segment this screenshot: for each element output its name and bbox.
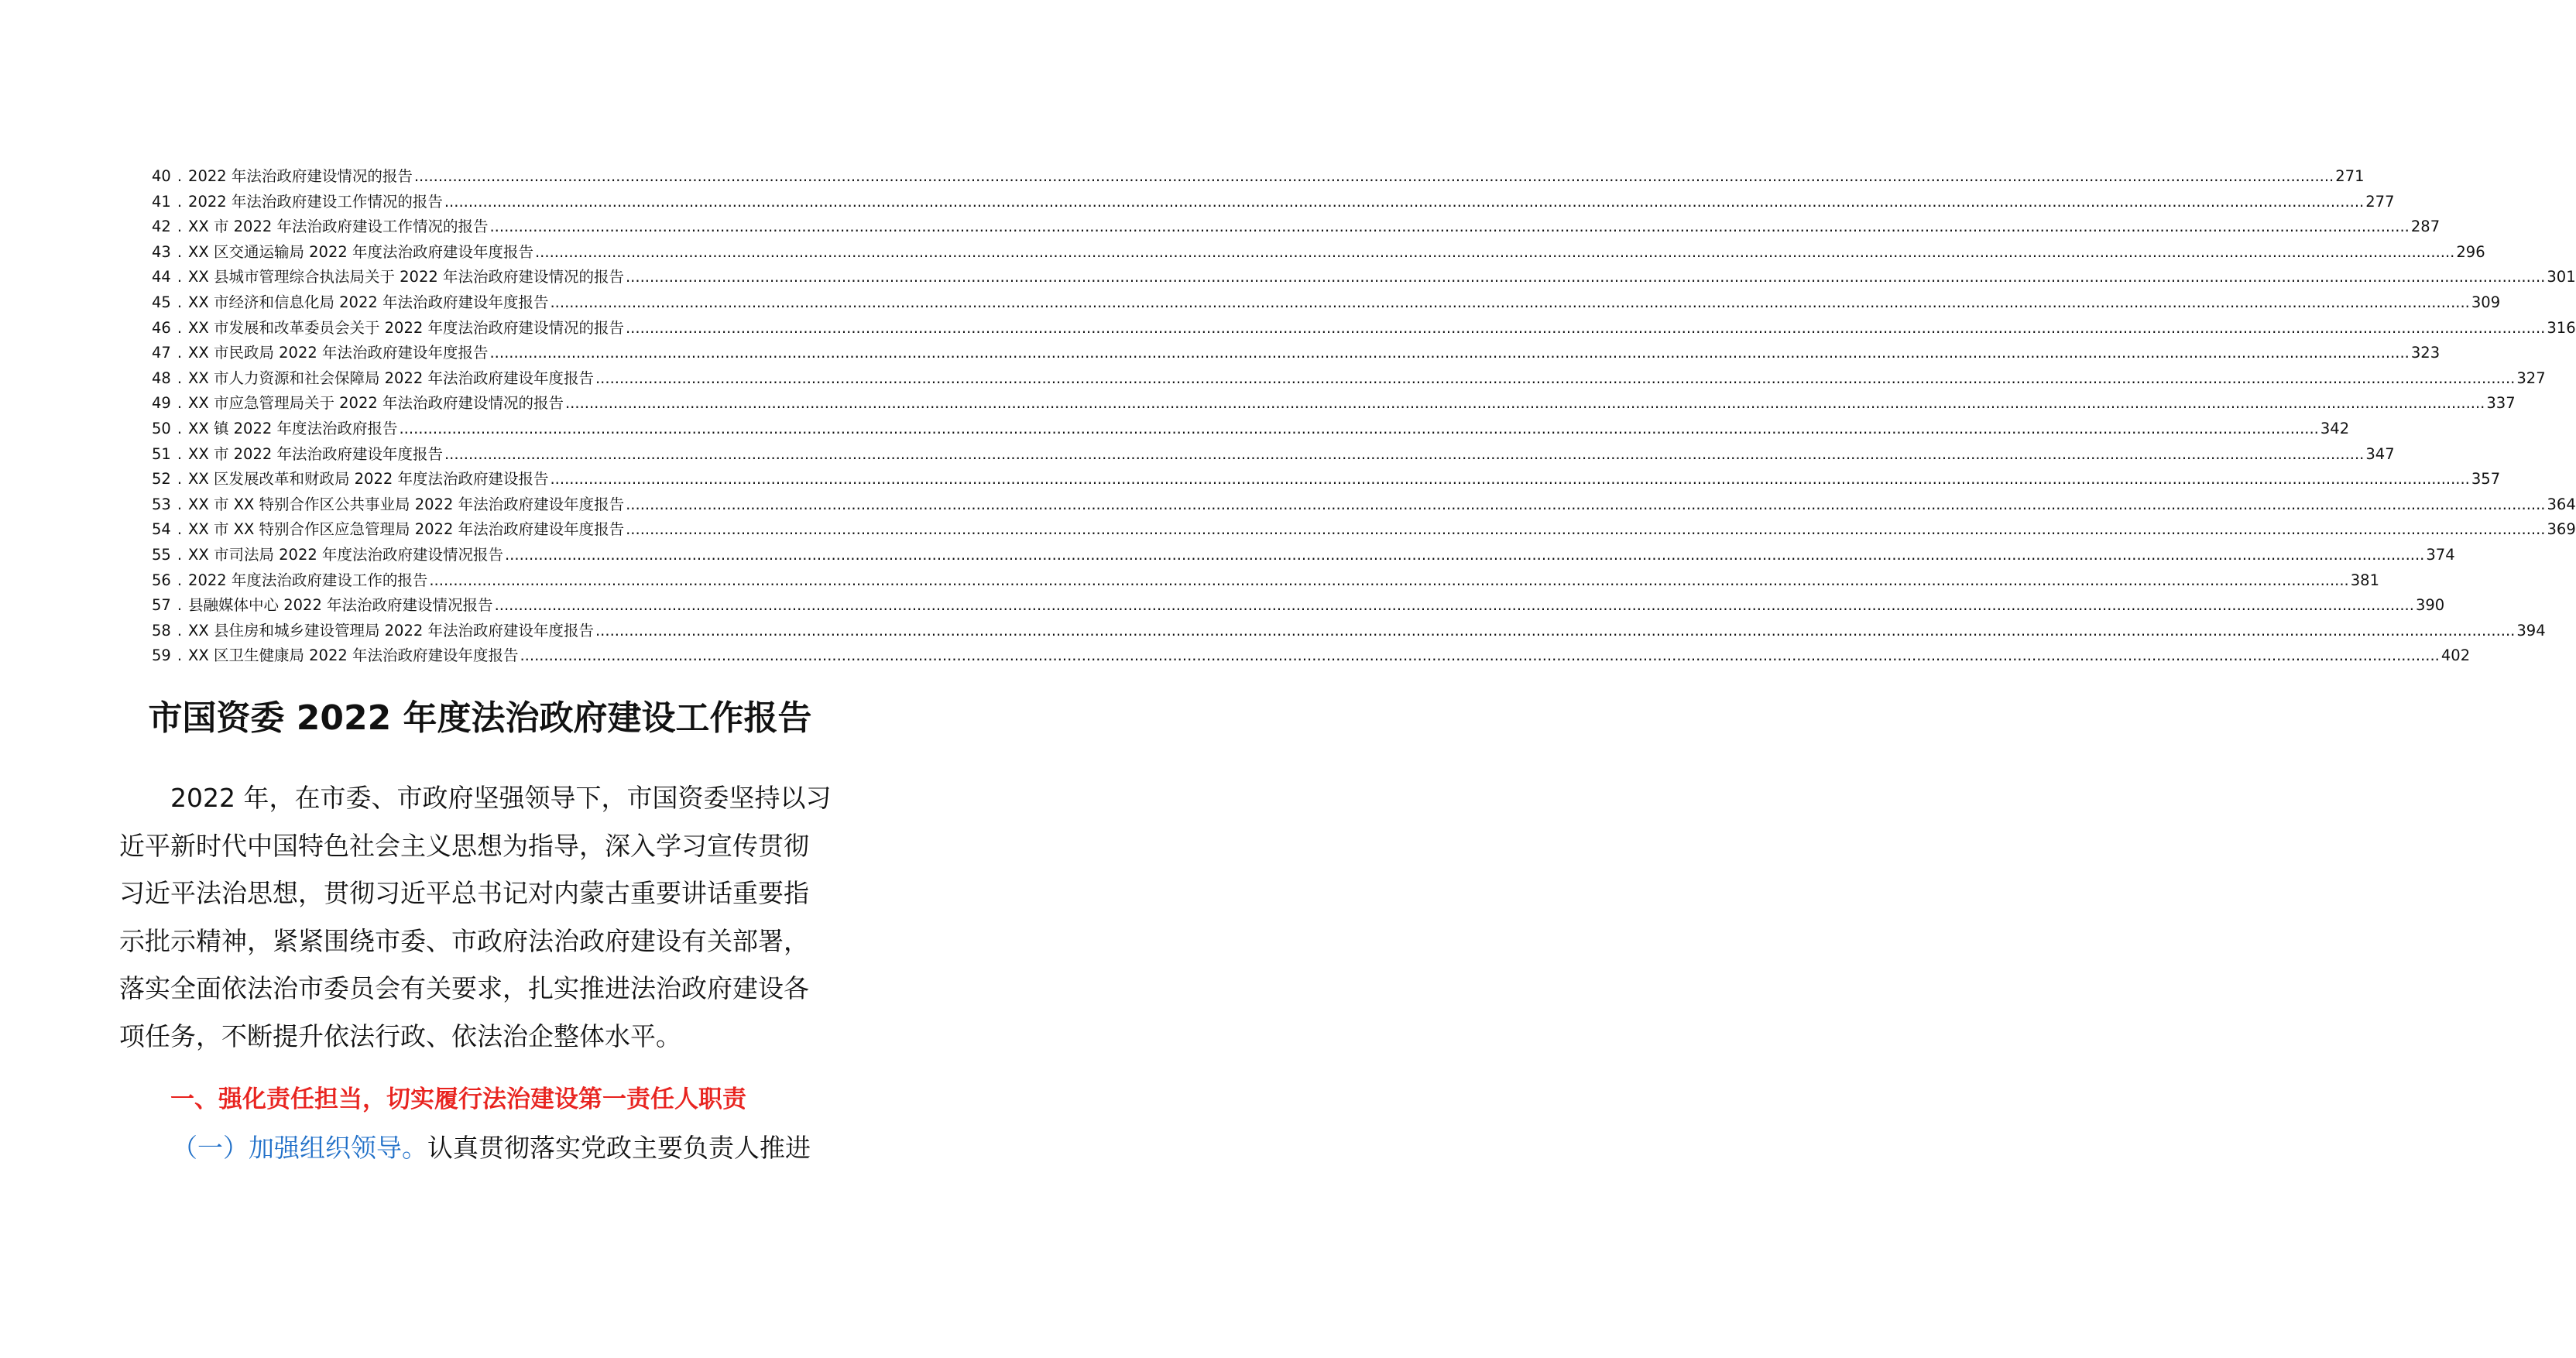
toc-entry-number: 43 [152, 242, 171, 261]
toc-entry-separator: . [177, 495, 183, 513]
toc-entry-separator: . [177, 545, 183, 564]
toc-entry[interactable] [152, 164, 2365, 190]
toc-leader-dots: ................................................................................................................................................................................................................................................................................................................................................................................................................ [595, 621, 2516, 640]
toc-entry-number: 45 [152, 293, 171, 311]
toc-leader-dots: ................................................................................................................................................................................................................................................................................................................................................................................................................ [625, 318, 2546, 337]
toc-leader-dots: ................................................................................................................................................................................................................................................................................................................................................................................................................ [550, 293, 2470, 311]
toc-entry-number: 52 [152, 470, 171, 489]
toc-leader-dots: ................................................................................................................................................................................................................................................................................................................................................................................................................ [399, 419, 2319, 437]
toc-entry[interactable] [152, 417, 2350, 442]
toc-entry-separator: . [177, 268, 183, 286]
toc-entry-separator: . [177, 444, 183, 463]
section-heading: 一、强化责任担当，切实履行法治建设第一责任人职责 [170, 1085, 746, 1113]
toc-entry-number: 58 [152, 621, 171, 640]
toc-leader-dots: ................................................................................................................................................................................................................................................................................................................................................................................................................ [564, 394, 2485, 413]
toc-entry-title: 2022 年度法治政府建设工作的报告 [188, 571, 428, 589]
toc-entry-page: 357 [2471, 470, 2501, 489]
toc-leader-dots: ................................................................................................................................................................................................................................................................................................................................................................................................................ [520, 646, 2440, 665]
toc-entry-title: XX 镇 2022 年度法治政府报告 [188, 419, 398, 437]
toc-entry[interactable] [152, 190, 2395, 215]
toc-entry-number: 42 [152, 218, 171, 236]
toc-entry[interactable] [152, 341, 2441, 366]
toc-entry-page: 369 [2547, 520, 2576, 539]
paragraph-line: 2022 年，在市委、市政府坚强领导下，市国资委坚持以习 [170, 783, 832, 813]
toc-entry-number: 41 [152, 192, 171, 211]
toc-entry-title: 县融媒体中心 2022 年法治政府建设情况报告 [188, 596, 493, 615]
toc-entry-number: 48 [152, 369, 171, 387]
toc-entry-page: 316 [2547, 318, 2576, 337]
paragraph-line: 项任务，不断提升依法行政、依法治企整体水平。 [119, 1020, 681, 1051]
toc-entry-separator: . [177, 394, 183, 413]
toc-leader-dots: ................................................................................................................................................................................................................................................................................................................................................................................................................ [444, 192, 2365, 211]
toc-entry-page: 271 [2335, 167, 2365, 185]
toc-entry-separator: . [177, 167, 183, 185]
toc-entry-separator: . [177, 596, 183, 615]
toc-entry[interactable] [152, 391, 2516, 417]
toc-entry-page: 323 [2410, 344, 2441, 362]
table-of-contents [152, 164, 2576, 669]
toc-leader-dots: ................................................................................................................................................................................................................................................................................................................................................................................................................ [626, 520, 2546, 539]
toc-entry[interactable] [152, 492, 2576, 518]
subsection-label: （一）加强组织领导。 [172, 1133, 427, 1163]
toc-entry-title: 2022 年法治政府建设工作情况的报告 [188, 192, 443, 211]
toc-entry[interactable] [152, 543, 2455, 568]
toc-entry-page: 327 [2516, 369, 2546, 387]
subsection-paragraph [172, 1129, 811, 1168]
toc-entry-page: 337 [2486, 394, 2516, 413]
toc-entry-title: XX 市经济和信息化局 2022 年法治政府建设年度报告 [188, 293, 549, 311]
toc-entry-separator: . [177, 470, 183, 489]
toc-entry-number: 56 [152, 571, 171, 589]
toc-leader-dots: ................................................................................................................................................................................................................................................................................................................................................................................................................ [550, 470, 2470, 489]
toc-entry[interactable] [152, 593, 2445, 619]
toc-entry-separator: . [177, 218, 183, 236]
toc-entry-page: 347 [2365, 444, 2395, 463]
toc-entry[interactable] [152, 290, 2501, 316]
toc-entry-separator: . [177, 242, 183, 261]
toc-entry[interactable] [152, 316, 2576, 341]
toc-entry-title: XX 县住房和城乡建设管理局 2022 年法治政府建设年度报告 [188, 621, 594, 640]
toc-entry-number: 49 [152, 394, 171, 413]
toc-entry-title: XX 市 XX 特别合作区应急管理局 2022 年法治政府建设年度报告 [188, 520, 625, 539]
toc-entry-page: 390 [2415, 596, 2445, 615]
toc-entry-number: 53 [152, 495, 171, 513]
toc-entry-number: 55 [152, 545, 171, 564]
toc-entry[interactable] [152, 442, 2395, 468]
toc-entry-title: XX 市 2022 年法治政府建设年度报告 [188, 444, 443, 463]
paragraph-line: 近平新时代中国特色社会主义思想为指导，深入学习宣传贯彻 [119, 830, 809, 861]
toc-entry-number: 44 [152, 268, 171, 286]
toc-entry-title: XX 市 2022 年法治政府建设工作情况的报告 [188, 218, 489, 236]
toc-entry-separator: . [177, 192, 183, 211]
toc-leader-dots: ................................................................................................................................................................................................................................................................................................................................................................................................................ [534, 242, 2455, 261]
toc-entry-number: 46 [152, 318, 171, 337]
toc-entry-page: 402 [2441, 646, 2471, 665]
toc-leader-dots: ................................................................................................................................................................................................................................................................................................................................................................................................................ [489, 344, 2410, 362]
toc-entry[interactable] [152, 265, 2576, 290]
paragraph-line: 习近平法治思想，贯彻习近平总书记对内蒙古重要讲话重要指 [119, 878, 809, 908]
toc-leader-dots: ................................................................................................................................................................................................................................................................................................................................................................................................................ [504, 545, 2425, 564]
toc-entry-title: XX 区发展改革和财政局 2022 年度法治政府建设报告 [188, 470, 549, 489]
toc-entry-separator: . [177, 293, 183, 311]
paragraph-line: 落实全面依法治市委员会有关要求，扎实推进法治政府建设各 [119, 973, 809, 1003]
toc-leader-dots: ................................................................................................................................................................................................................................................................................................................................................................................................................ [494, 596, 2414, 615]
toc-entry[interactable] [152, 366, 2546, 392]
toc-entry-title: 2022 年法治政府建设情况的报告 [188, 167, 413, 185]
toc-entry-separator: . [177, 621, 183, 640]
toc-entry-title: XX 区卫生健康局 2022 年法治政府建设年度报告 [188, 646, 519, 665]
toc-entry-number: 50 [152, 419, 171, 437]
subsection-text: 认真贯彻落实党政主要负责人推进 [427, 1133, 811, 1163]
toc-entry[interactable] [152, 467, 2501, 492]
toc-leader-dots: ................................................................................................................................................................................................................................................................................................................................................................................................................ [626, 495, 2546, 513]
toc-entry-page: 287 [2410, 218, 2441, 236]
toc-entry-title: XX 区交通运输局 2022 年度法治政府建设年度报告 [188, 242, 533, 261]
toc-entry-number: 51 [152, 444, 171, 463]
toc-entry-page: 381 [2350, 571, 2379, 589]
toc-entry-separator: . [177, 369, 183, 387]
toc-entry-number: 59 [152, 646, 171, 665]
toc-entry-separator: . [177, 571, 183, 589]
toc-entry-page: 301 [2547, 268, 2576, 286]
toc-entry-separator: . [177, 344, 183, 362]
toc-entry-title: XX 市民政局 2022 年法治政府建设年度报告 [188, 344, 489, 362]
toc-entry-title: XX 市人力资源和社会保障局 2022 年法治政府建设年度报告 [188, 369, 594, 387]
toc-leader-dots: ................................................................................................................................................................................................................................................................................................................................................................................................................ [444, 444, 2365, 463]
toc-entry-page: 296 [2456, 242, 2485, 261]
toc-entry-separator: . [177, 646, 183, 665]
toc-entry-number: 57 [152, 596, 171, 615]
toc-entry-title: XX 市应急管理局关于 2022 年法治政府建设情况的报告 [188, 394, 564, 413]
toc-entry[interactable] [152, 568, 2379, 594]
toc-entry-separator: . [177, 318, 183, 337]
toc-entry-title: XX 市发展和改革委员会关于 2022 年度法治政府建设情况的报告 [188, 318, 624, 337]
toc-entry[interactable] [152, 517, 2576, 543]
intro-paragraph [119, 774, 847, 1060]
toc-leader-dots: ................................................................................................................................................................................................................................................................................................................................................................................................................ [429, 571, 2349, 589]
toc-entry[interactable] [152, 214, 2441, 240]
toc-entry-separator: . [177, 520, 183, 539]
toc-entry[interactable] [152, 619, 2546, 644]
toc-leader-dots: ................................................................................................................................................................................................................................................................................................................................................................................................................ [625, 268, 2546, 286]
toc-entry-page: 374 [2426, 545, 2455, 564]
toc-leader-dots: ................................................................................................................................................................................................................................................................................................................................................................................................................ [489, 218, 2410, 236]
toc-entry-page: 394 [2516, 621, 2546, 640]
toc-entry-page: 309 [2471, 293, 2501, 311]
toc-entry-title: XX 县城市管理综合执法局关于 2022 年法治政府建设情况的报告 [188, 268, 624, 286]
toc-entry-number: 47 [152, 344, 171, 362]
toc-entry-separator: . [177, 419, 183, 437]
toc-entry-number: 40 [152, 167, 171, 185]
toc-entry-page: 342 [2320, 419, 2350, 437]
toc-leader-dots: ................................................................................................................................................................................................................................................................................................................................................................................................................ [595, 369, 2516, 387]
toc-entry[interactable] [152, 643, 2471, 669]
toc-leader-dots: ................................................................................................................................................................................................................................................................................................................................................................................................................ [413, 167, 2334, 185]
toc-entry-title: XX 市司法局 2022 年度法治政府建设情况报告 [188, 545, 503, 564]
toc-entry-page: 364 [2547, 495, 2576, 513]
paragraph-line: 示批示精神，紧紧围绕市委、市政府法治政府建设有关部署， [119, 925, 809, 956]
toc-entry-title: XX 市 XX 特别合作区公共事业局 2022 年法治政府建设年度报告 [188, 495, 625, 513]
document-title: 市国资委 2022 年度法治政府建设工作报告 [148, 698, 812, 738]
toc-entry-page: 277 [2365, 192, 2395, 211]
toc-entry[interactable] [152, 240, 2485, 266]
toc-entry-number: 54 [152, 520, 171, 539]
